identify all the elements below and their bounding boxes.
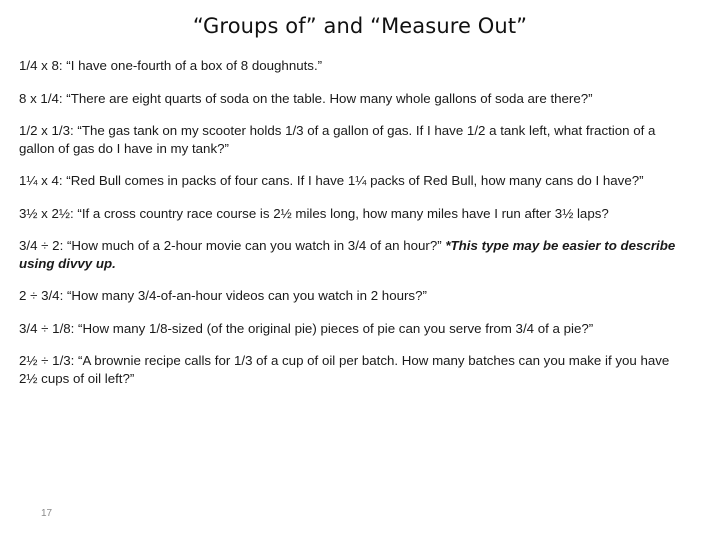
problem-note: *This type may be easier to describe using divvy up. [19, 238, 676, 271]
problem-text: 1¼ x 4: “Red Bull comes in packs of four cans. If I have 1¼ packs of Red Bull, how many cans do I have?” [19, 173, 644, 188]
problem-text: 1/4 x 8: “I have one-fourth of a box of 8 doughnuts.” [19, 58, 323, 73]
problem-item-9 [19, 352, 679, 387]
slide-title: “Groups of” and “Measure Out” [192, 14, 528, 38]
problem-text: 1/2 x 1/3: “The gas tank on my scooter holds 1/3 of a gallon of gas. If I have 1/2 a tank left, what fraction of a gallon of gas do I have in my tank?” [19, 123, 656, 156]
problem-text: 3/4 ÷ 2: “How much of a 2-hour movie can you watch in 3/4 of an hour?” [19, 238, 446, 253]
problem-item-2 [19, 90, 679, 108]
problem-list [19, 57, 679, 402]
problem-item-8 [19, 320, 679, 338]
problem-text: 2 ÷ 3/4: “How many 3/4-of-an-hour videos can you watch in 2 hours?” [19, 288, 427, 303]
problem-text: 3/4 ÷ 1/8: “How many 1/8-sized (of the original pie) pieces of pie can you serve from 3/4 of a pie?” [19, 320, 594, 336]
problem-text: 2½ ÷ 1/3: “A brownie recipe calls for 1/3 of a cup of oil per batch. How many batches can you make if you have 2½ cups of oil left?” [19, 353, 670, 386]
problem-item-3 [19, 122, 679, 157]
page-number: 17 [41, 508, 53, 519]
problem-text: 8 x 1/4: “There are eight quarts of soda on the table. How many whole gallons of soda are there?” [19, 90, 593, 106]
problem-item-7 [19, 287, 679, 305]
problem-text: 3½ x 2½: “If a cross country race course is 2½ miles long, how many miles have I run after 3½ laps? [19, 205, 609, 221]
problem-item-4 [19, 172, 679, 190]
problem-item-5 [19, 205, 679, 223]
problem-item-6 [19, 237, 679, 272]
problem-item-1 [19, 57, 679, 75]
